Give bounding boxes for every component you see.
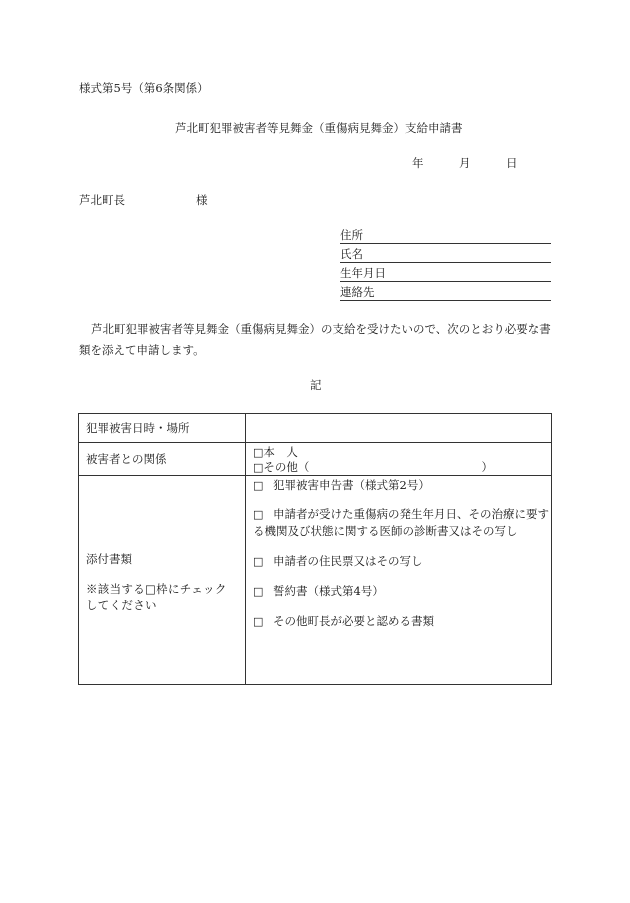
- attachments-note: ※該当する□枠にチェックしてください: [86, 582, 227, 612]
- form-number: 様式第5号（第6条関係）: [79, 81, 209, 95]
- checkbox-other[interactable]: □: [253, 461, 264, 474]
- attachments-list-cell: [246, 476, 552, 685]
- body-text: 芦北町犯罪被害者等見舞金（重傷病見舞金）の支給を受けたいので、次のとおり必要な書類を添えて申請します。: [79, 322, 551, 357]
- relation-other-close: ）: [481, 460, 493, 474]
- doc-item-2-label: 申請者が受けた重傷病の発生年月日、その治療に要する機関及び状態に関する医師の診断書又はその写し: [253, 507, 549, 538]
- doc-item-4[interactable]: [253, 583, 384, 600]
- date-month: 月: [459, 156, 471, 170]
- application-table: [78, 413, 552, 685]
- contact-field[interactable]: [340, 285, 551, 301]
- checkbox-doc-5[interactable]: □: [253, 615, 264, 628]
- attachments-label: 添付書類: [86, 552, 132, 566]
- checkbox-doc-3[interactable]: □: [253, 555, 264, 568]
- doc-item-3-label: 申請者の住民票又はその写し: [273, 554, 423, 568]
- doc-item-2[interactable]: [253, 506, 553, 539]
- doc-item-1[interactable]: [253, 477, 430, 494]
- attachments-label-cell: [79, 476, 246, 685]
- date-day: 日: [506, 156, 518, 170]
- contact-label: 連絡先: [340, 285, 375, 299]
- checkbox-doc-1[interactable]: □: [253, 479, 264, 492]
- doc-item-5[interactable]: [253, 613, 434, 630]
- relation-label: 被害者との関係: [79, 443, 246, 476]
- checkbox-doc-4[interactable]: □: [253, 585, 264, 598]
- ki-heading: 記: [310, 378, 322, 392]
- incident-datetime-place-input[interactable]: [246, 414, 552, 443]
- name-label: 氏名: [340, 247, 363, 261]
- addressee-name: 芦北町長: [79, 193, 125, 207]
- address-label: 住所: [340, 228, 363, 242]
- birthdate-field[interactable]: [340, 266, 551, 282]
- doc-item-5-label: その他町長が必要と認める書類: [273, 614, 434, 628]
- doc-item-4-label: 誓約書（様式第4号）: [273, 584, 384, 598]
- doc-item-3[interactable]: [253, 553, 423, 570]
- name-field[interactable]: [340, 247, 551, 263]
- relation-cell: [246, 443, 552, 476]
- date-year: 年: [412, 156, 424, 170]
- relation-other-option[interactable]: [253, 460, 551, 475]
- addressee-honorific: 様: [196, 193, 208, 207]
- table-row: [79, 476, 552, 685]
- relation-other-label: その他（: [263, 460, 310, 474]
- table-row: [79, 443, 552, 476]
- relation-self-option[interactable]: [253, 445, 551, 460]
- document-title: 芦北町犯罪被害者等見舞金（重傷病見舞金）支給申請書: [175, 121, 463, 135]
- checkbox-self[interactable]: □: [253, 446, 264, 459]
- birthdate-label: 生年月日: [340, 266, 386, 280]
- address-field[interactable]: [340, 228, 551, 244]
- incident-datetime-place-label: 犯罪被害日時・場所: [79, 414, 246, 443]
- checkbox-doc-2[interactable]: □: [253, 508, 264, 521]
- table-row: [79, 414, 552, 443]
- doc-item-1-label: 犯罪被害申告書（様式第2号）: [273, 478, 430, 492]
- relation-self-label: 本 人: [263, 445, 298, 459]
